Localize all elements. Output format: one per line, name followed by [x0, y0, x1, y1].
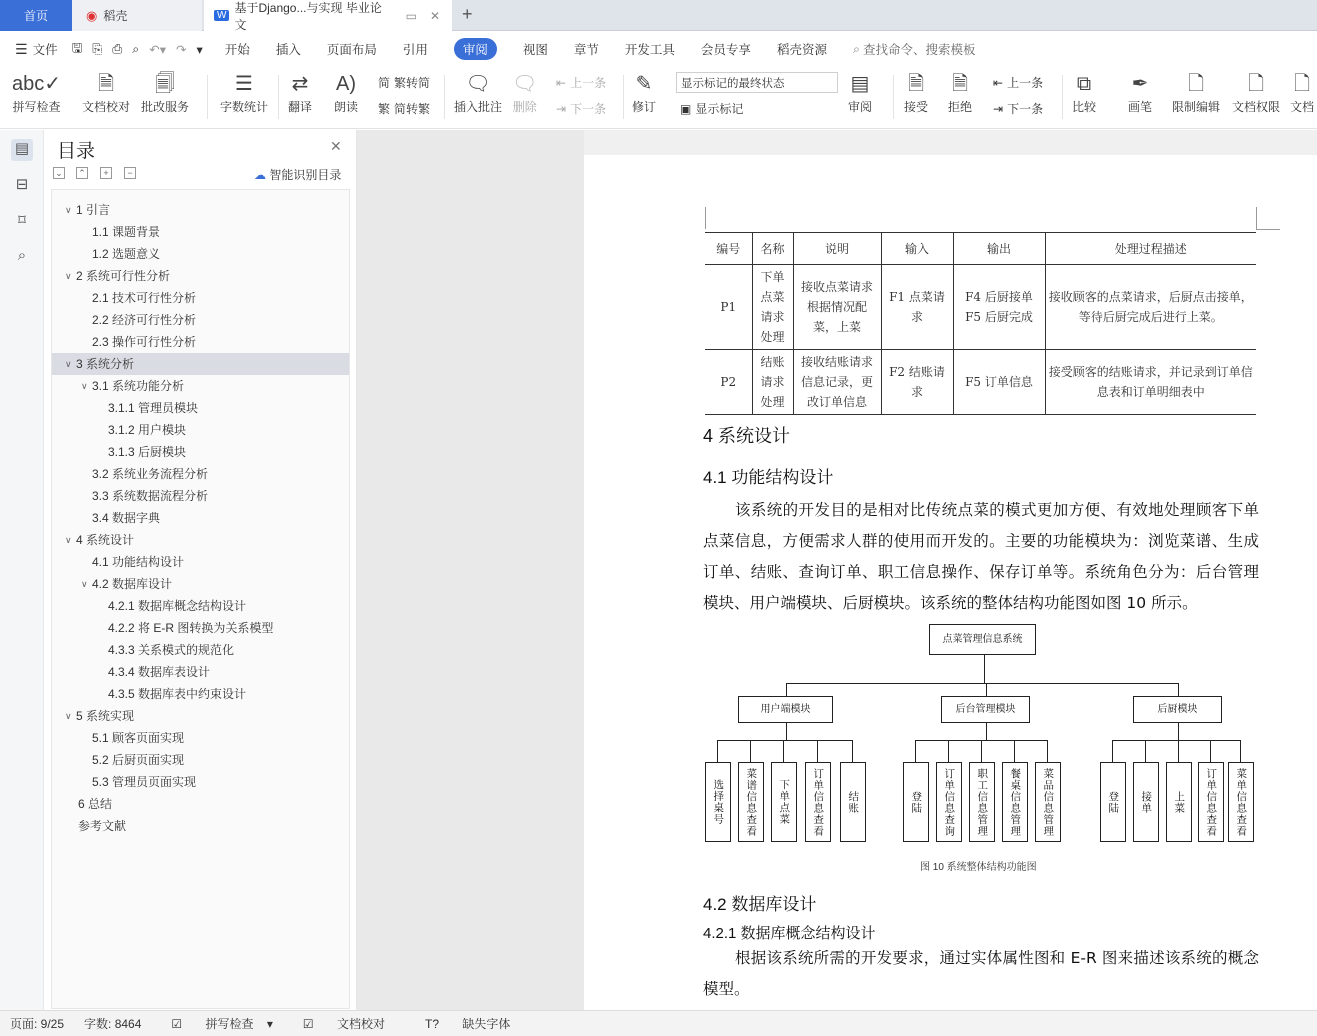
diagram-leaf-node: 下单点菜	[771, 762, 797, 842]
proofread-label: 文档校对	[82, 100, 131, 114]
next-comment-label: 下一条	[570, 102, 607, 116]
word-count-button[interactable]	[220, 70, 268, 115]
show-markup-label: 显示标记	[695, 102, 744, 116]
toc-item[interactable]	[52, 749, 349, 771]
compare-icon: ⧉	[1076, 73, 1092, 95]
trad-to-simp-button[interactable]	[378, 74, 430, 91]
delete-comment-button[interactable]	[512, 70, 537, 115]
trad-to-simp-label: 繁转简	[394, 76, 431, 90]
table-cell: 接收顾客的点菜请求，后厨点击接单，等待后厨完成后进行上菜。	[1045, 265, 1256, 350]
toc-item[interactable]	[52, 331, 349, 353]
redo-icon[interactable]: ↷	[176, 42, 187, 57]
review-label: 审阅	[848, 100, 873, 114]
prev-comment-label: 上一条	[570, 76, 607, 90]
menu-reference[interactable]: 引用	[402, 43, 428, 57]
table-cell: 接受顾客的结账请求，并记录到订单信息表和订单明细表中	[1045, 350, 1256, 415]
toc-item-label: 3.4 数据字典	[92, 511, 161, 525]
doc-permission-button[interactable]	[1232, 70, 1280, 115]
tab-daoke-label: 稻壳	[103, 9, 128, 23]
word-count[interactable]: 字数: 8464	[84, 1017, 142, 1031]
menu-insert[interactable]: 插入	[275, 43, 301, 57]
word-count-icon: ☰	[235, 73, 253, 95]
status-proofread[interactable]	[293, 1015, 395, 1032]
insert-comment-button[interactable]	[454, 70, 502, 115]
toc-list	[51, 189, 350, 1009]
smart-icon: ☁	[254, 168, 266, 182]
batch-service-button[interactable]	[141, 70, 189, 115]
table-cell: F4 后厨接单 F5 后厨完成	[953, 265, 1045, 350]
toc-item-label: 2 系统可行性分析	[76, 269, 171, 283]
word-doc-icon: W	[214, 10, 229, 21]
read-aloud-button[interactable]	[334, 70, 358, 115]
toc-item-label: 4.3.5 数据库表中约束设计	[108, 687, 247, 701]
diagram-group-node: 后厨模块	[1133, 696, 1222, 723]
menu-bar	[0, 31, 1317, 67]
toc-item-label: 参考文献	[78, 819, 127, 833]
pen-label: 画笔	[1128, 100, 1153, 114]
close-icon[interactable]: ✕	[330, 138, 342, 154]
close-tab-icon[interactable]: ✕	[429, 8, 440, 23]
menu-home[interactable]: 开始	[224, 43, 250, 57]
toc-item[interactable]	[52, 463, 349, 485]
export-icon[interactable]: ⎘	[92, 41, 103, 56]
toc-item-label: 5.3 管理员页面实现	[92, 775, 197, 789]
subsection-heading: 4.1 功能结构设计	[703, 468, 834, 487]
font-warning-icon: T?	[425, 1017, 440, 1031]
toc-item[interactable]	[52, 771, 349, 793]
add-icon[interactable]: +	[100, 167, 112, 179]
toc-icon[interactable]: ▤	[11, 139, 33, 161]
pen-icon: ✒	[1131, 73, 1149, 95]
table-cell: F2 结账请求	[881, 350, 953, 415]
simp-to-trad-button[interactable]	[378, 100, 430, 117]
delete-comment-icon: 🗨	[512, 73, 538, 95]
table-cell: 接收点菜请求根据情况配菜，上菜	[793, 265, 881, 350]
tab-home[interactable]: 首页	[0, 0, 72, 31]
accept-button[interactable]	[904, 70, 928, 115]
toc-item-label: 5.2 后厨页面实现	[92, 753, 185, 767]
more-icon[interactable]: ▾	[196, 42, 203, 57]
toc-item[interactable]	[52, 661, 349, 683]
menu-member[interactable]: 会员专享	[700, 43, 751, 57]
reject-button[interactable]	[948, 70, 972, 115]
prev-change-icon: ⇤	[993, 75, 1004, 90]
batch-icon: 🗐	[155, 73, 175, 95]
accept-label: 接受	[904, 100, 929, 114]
word-count-label: 字数统计	[220, 100, 269, 114]
toc-item-label: 6 总结	[78, 797, 113, 811]
process-table	[705, 232, 1256, 415]
next-change-button[interactable]	[993, 100, 1043, 117]
pen-button[interactable]	[1128, 70, 1152, 115]
toc-item[interactable]	[52, 199, 349, 221]
table-header: 输出	[953, 233, 1045, 265]
next-comment-icon: ⇥	[556, 101, 567, 116]
toc-item[interactable]	[52, 221, 349, 243]
diagram-leaf-node: 菜品信息管理	[1035, 762, 1061, 842]
menu-devtools[interactable]: 开发工具	[624, 43, 675, 57]
table-cell: P2	[705, 350, 752, 415]
nav-sidebar	[0, 130, 44, 1010]
ribbon	[0, 67, 1317, 129]
toc-item[interactable]	[52, 507, 349, 529]
prev-comment-icon: ⇤	[556, 75, 567, 90]
toc-item-label: 3.1.3 后厨模块	[108, 445, 187, 459]
canvas-margin	[357, 130, 584, 1010]
tab-bar	[0, 0, 1317, 31]
toc-item[interactable]	[52, 573, 349, 595]
doc-more-button[interactable]	[1290, 70, 1314, 115]
show-markup-icon: ▣	[680, 101, 692, 116]
table-header: 编号	[705, 233, 752, 265]
body-paragraph-2: 根据该系统所需的开发要求，通过实体属性图和 E-R 图来描述该系统的概念模型。	[703, 949, 1259, 998]
status-bar	[0, 1010, 1317, 1036]
table-header: 说明	[793, 233, 881, 265]
table-header: 名称	[752, 233, 793, 265]
chevron-down-icon[interactable]: ∨	[81, 579, 88, 589]
diagram-leaf-node: 接单	[1133, 762, 1159, 842]
menu-layout[interactable]: 页面布局	[326, 43, 377, 57]
missing-font-label: 缺失字体	[462, 1017, 511, 1031]
table-header: 输入	[881, 233, 953, 265]
toc-item-label: 2.1 技术可行性分析	[92, 291, 197, 305]
toc-item[interactable]	[52, 353, 349, 375]
diagram-leaf-node: 登陆	[903, 762, 929, 842]
chevron-down-icon[interactable]: ∨	[65, 711, 72, 721]
table-row	[705, 265, 1256, 350]
review-pane-icon: ▤	[850, 73, 870, 95]
proofread-button[interactable]	[82, 70, 130, 115]
chevron-down-icon[interactable]: ∨	[81, 381, 88, 391]
toc-panel	[44, 130, 357, 1010]
toc-item[interactable]	[52, 309, 349, 331]
reject-label: 拒绝	[948, 100, 973, 114]
doc-permission-label: 文档权限	[1232, 100, 1281, 114]
insert-comment-label: 插入批注	[454, 100, 503, 114]
diagram-leaf-node: 餐桌信息管理	[1002, 762, 1028, 842]
restore-icon[interactable]: ▭	[405, 8, 417, 23]
expand-icon[interactable]: ⌄	[53, 167, 65, 179]
toc-item[interactable]	[52, 529, 349, 551]
diagram-leaf-node: 登陆	[1100, 762, 1126, 842]
trad-simp-icon: 简	[378, 76, 391, 90]
search-command[interactable]: 查找命令、搜索模板	[862, 43, 976, 57]
toc-item-label: 4.3.4 数据库表设计	[108, 665, 211, 679]
doc-more-icon: 🗋	[1293, 73, 1311, 95]
revise-label: 修订	[632, 100, 657, 114]
chevron-down-icon[interactable]: ∨	[65, 359, 72, 369]
table-cell: P1	[705, 265, 752, 350]
toc-item-label: 4 系统设计	[76, 533, 135, 547]
toc-item[interactable]	[52, 639, 349, 661]
restrict-label: 限制编辑	[1172, 100, 1221, 114]
delete-label: 删除	[512, 100, 537, 114]
checkbox-icon: ☑	[171, 1017, 183, 1031]
status-proof-label: 文档校对	[337, 1017, 386, 1031]
print-icon[interactable]: ⎙	[112, 41, 123, 56]
spell-check-button[interactable]	[12, 70, 61, 115]
toc-item-label: 1.2 选题意义	[92, 247, 161, 261]
diagram-group-node: 用户端模块	[738, 696, 833, 723]
simp-to-trad-label: 简转繁	[394, 102, 431, 116]
revise-button[interactable]	[632, 70, 656, 115]
undo-icon[interactable]: ↶▾	[149, 42, 167, 57]
accept-icon: 🗎	[907, 73, 925, 95]
toc-item-label: 2.2 经济可行性分析	[92, 313, 197, 327]
table-cell: 接收结账请求信息记录，更改订单信息	[793, 350, 881, 415]
preview-icon[interactable]: ⌕	[132, 41, 140, 56]
table-header: 处理过程描述	[1045, 233, 1256, 265]
batch-label: 批改服务	[141, 100, 190, 114]
toc-item-label: 3.2 系统业务流程分析	[92, 467, 209, 481]
table-cell: F5 订单信息	[953, 350, 1045, 415]
toc-item[interactable]	[52, 705, 349, 727]
diagram-group-node: 后台管理模块	[941, 696, 1030, 723]
toc-item-label: 4.1 功能结构设计	[92, 555, 185, 569]
doc-more-label: 文档	[1290, 100, 1315, 114]
toc-item-label: 3.1 系统功能分析	[92, 379, 185, 393]
diagram-leaf-node: 结账	[840, 762, 866, 842]
diagram-leaf-node: 订单信息查看	[805, 762, 831, 842]
prev-comment-button[interactable]	[556, 74, 606, 91]
checkbox-icon: ☑	[302, 1017, 314, 1031]
tab-daoke[interactable]	[72, 0, 202, 31]
toc-item-label: 5 系统实现	[76, 709, 135, 723]
menu-review[interactable]: 审阅	[454, 38, 497, 60]
toc-item-label: 4.2.1 数据库概念结构设计	[108, 599, 247, 613]
translate-icon: ⇄	[291, 73, 309, 95]
proofread-icon: 🗎	[97, 73, 115, 95]
translate-label: 翻译	[288, 100, 313, 114]
toc-item-label: 1.1 课题背景	[92, 225, 161, 239]
remove-icon[interactable]: −	[124, 167, 136, 179]
smart-toc-label: 智能识别目录	[269, 168, 342, 182]
section-heading: 4 系统设计	[703, 426, 791, 446]
toc-item[interactable]	[52, 441, 349, 463]
reject-icon: 🗎	[951, 73, 969, 95]
toc-item[interactable]	[52, 793, 349, 815]
compare-button[interactable]	[1072, 70, 1096, 115]
toc-item-label: 3.1.2 用户模块	[108, 423, 187, 437]
figure-caption: 图 10 系统整体结构功能图	[920, 862, 1037, 873]
subsection-heading-db: 4.2 数据库设计	[703, 895, 817, 914]
show-markup-button[interactable]	[680, 100, 743, 117]
smart-toc-button[interactable]	[254, 166, 341, 183]
translate-button[interactable]	[288, 70, 312, 115]
chevron-down-icon[interactable]: ∨	[65, 205, 72, 215]
diagram-leaf-node: 职工信息管理	[969, 762, 995, 842]
restrict-icon: 🗋	[1187, 73, 1205, 95]
toc-item[interactable]	[52, 617, 349, 639]
toc-item-label: 5.1 顾客页面实现	[92, 731, 185, 745]
toc-item[interactable]	[52, 287, 349, 309]
comment-icon: 🗨	[465, 73, 491, 95]
menu-file[interactable]: 文件	[32, 43, 58, 57]
chevron-down-icon[interactable]: ∨	[65, 271, 72, 281]
chevron-down-icon[interactable]: ∨	[65, 535, 72, 545]
page-indicator[interactable]: 页面: 9/25	[10, 1017, 65, 1031]
toc-item-label: 2.3 操作可行性分析	[92, 335, 197, 349]
toc-item[interactable]	[52, 815, 349, 837]
toc-item[interactable]	[52, 727, 349, 749]
body-paragraph: 该系统的开发目的是相对比传统点菜的模式更加方便、有效地处理顾客下单点菜信息，方便需求人群的使用而开发的。主要的功能模块为：浏览菜谱、生成订单、结账、查询订单、职工信息操作、保存订单等。系统角色分为：后台管理模块、用户端模块、后厨模块。该系统的整体结构功能图如图 10 所示。	[703, 501, 1259, 612]
toc-item[interactable]	[52, 551, 349, 573]
save-icon[interactable]: 🖫	[71, 40, 83, 55]
review-pane-button[interactable]	[848, 70, 872, 115]
toc-item[interactable]	[52, 397, 349, 419]
revise-icon: ✎	[635, 73, 653, 95]
toc-item[interactable]	[52, 375, 349, 397]
diagram-leaf-node: 订单信息查看	[1198, 762, 1224, 842]
diagram-leaf-node: 选择桌号	[705, 762, 731, 842]
tab-document[interactable]	[204, 0, 452, 31]
toc-item[interactable]	[52, 595, 349, 617]
menu-daoke[interactable]: 稻壳资源	[776, 43, 827, 57]
collapse-icon[interactable]: ⌃	[76, 167, 88, 179]
table-cell: 结账请求处理	[752, 350, 793, 415]
search-icon: ⌕	[852, 41, 860, 56]
next-comment-button[interactable]	[556, 100, 606, 117]
restrict-edit-button[interactable]	[1172, 70, 1220, 115]
diagram-leaf-node: 订单信息查询	[936, 762, 962, 842]
toc-item[interactable]	[52, 265, 349, 287]
next-change-label: 下一条	[1007, 102, 1044, 116]
diagram-leaf-node: 菜单信息查看	[1228, 762, 1254, 842]
menu-view[interactable]: 视图	[522, 43, 548, 57]
hamburger-icon[interactable]: ☰	[15, 40, 28, 57]
read-aloud-icon: A)	[336, 73, 356, 95]
toc-item[interactable]	[52, 419, 349, 441]
diagram-root-node: 点菜管理信息系统	[929, 624, 1036, 655]
tab-document-label: 基于Django...与实现 毕业论文	[234, 0, 382, 32]
toc-item-label: 3.1.1 管理员模块	[108, 401, 199, 415]
toc-item[interactable]	[52, 243, 349, 265]
missing-font[interactable]	[415, 1015, 520, 1032]
diagram-leaf-node: 上菜	[1166, 762, 1192, 842]
table-cell: 下单点菜请求处理	[752, 265, 793, 350]
structure-icon[interactable]: ⊟	[15, 176, 29, 193]
compare-label: 比较	[1072, 100, 1097, 114]
toc-title: 目录	[57, 141, 96, 162]
markup-state-select[interactable]: 显示标记的最终状态	[676, 72, 838, 93]
table-cell: F1 点菜请求	[881, 265, 953, 350]
status-spell-check[interactable]: ☑ 拼写检查 ▾	[171, 1017, 273, 1031]
simp-trad-icon: 繁	[378, 102, 391, 116]
doc-permission-icon: 🗋	[1247, 73, 1265, 95]
toc-item-label: 4.3.3 关系模式的规范化	[108, 643, 235, 657]
daoke-icon: ◉	[86, 7, 98, 23]
read-aloud-label: 朗读	[334, 100, 359, 114]
spell-check-icon: abc✓	[12, 73, 62, 95]
toc-item-label: 1 引言	[76, 203, 111, 217]
prev-change-label: 上一条	[1007, 76, 1044, 90]
toc-item-label: 3.3 系统数据流程分析	[92, 489, 209, 503]
table-row	[705, 350, 1256, 415]
toc-item-label: 3 系统分析	[76, 357, 135, 371]
subsubsection-heading: 4.2.1 数据库概念结构设计	[703, 925, 876, 942]
search-icon[interactable]: ⌕	[17, 247, 27, 264]
toc-item[interactable]	[52, 683, 349, 705]
next-change-icon: ⇥	[993, 101, 1004, 116]
menu-section[interactable]: 章节	[573, 43, 599, 57]
toc-item[interactable]	[52, 485, 349, 507]
diagram-leaf-node: 菜谱信息查看	[738, 762, 764, 842]
toc-item-label: 4.2 数据库设计	[92, 577, 173, 591]
status-spell-label: 拼写检查	[205, 1017, 254, 1031]
toc-item-label: 4.2.2 将 E-R 图转换为关系模型	[108, 621, 274, 635]
new-tab-icon[interactable]: +	[462, 4, 473, 24]
prev-change-button[interactable]	[993, 74, 1043, 91]
spell-check-label: 拼写检查	[12, 100, 61, 114]
bookmark-icon[interactable]: ⌑	[18, 212, 26, 229]
